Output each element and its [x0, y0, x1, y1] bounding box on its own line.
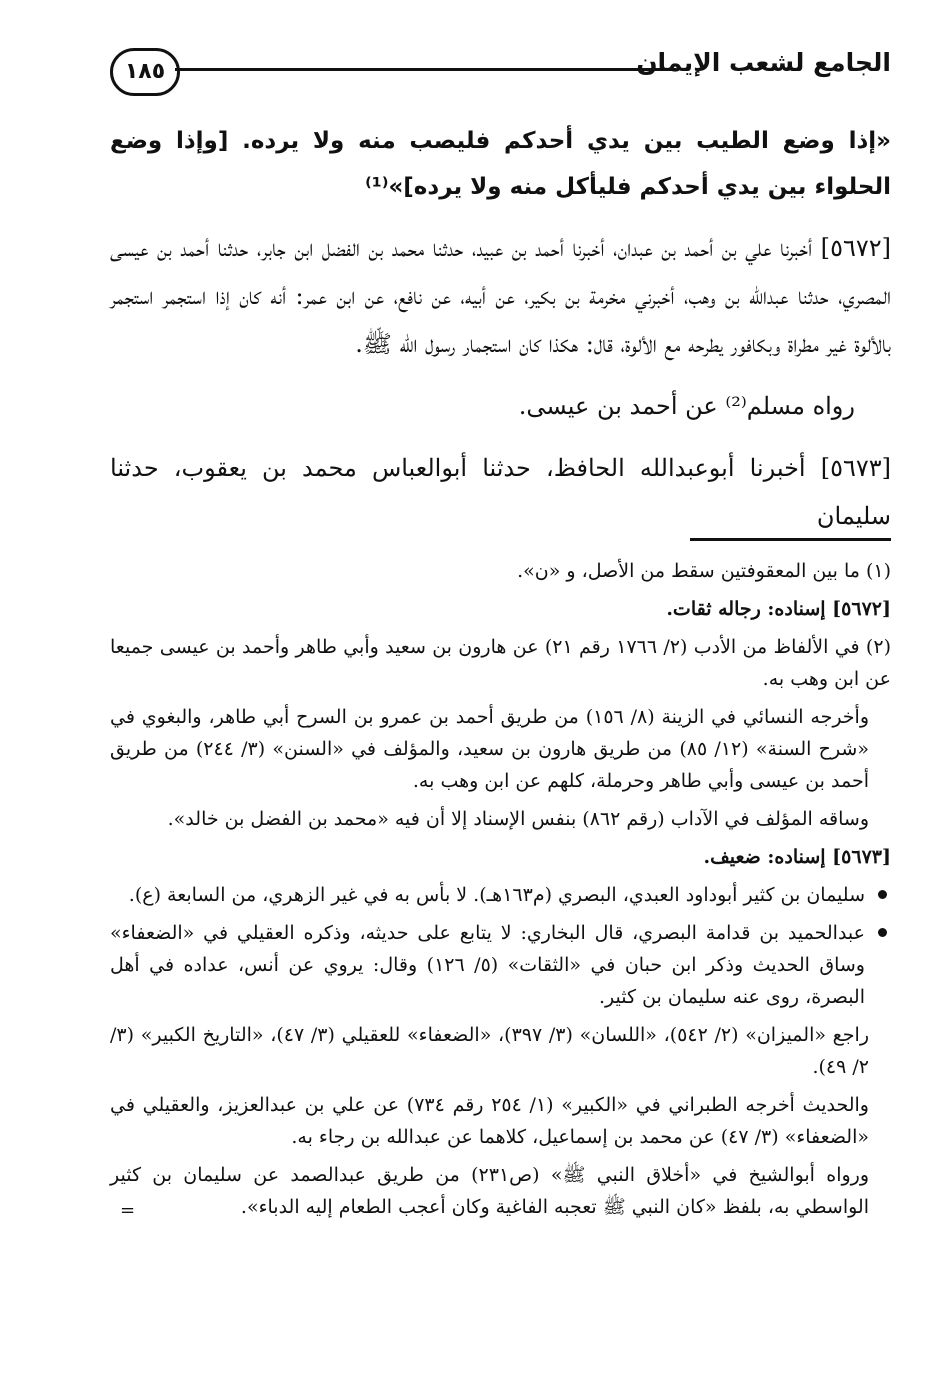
- page-number-badge: ١٨٥: [110, 48, 180, 96]
- footnote-tabarani: والحديث أخرجه الطبراني في «الكبير» (١/ ٢٥٤ رقم ٧٣٤) عن علي بن عبدالعزيز، والعقيلي في «الضعفاء» (٣/ ٤٧) عن محمد بن إسماعيل، كلاهما عن عبدالله بن رجاء به.: [110, 1094, 869, 1148]
- footnote-2-takhrij: وأخرجه النسائي في الزينة (٨/ ١٥٦) من طريق أحمد بن عمرو بن السرح أبي طاهر، والبغوي في «شرح السنة» (١٢/ ٨٥) من طريق هارون بن سعيد، والمؤلف في «السنن» (٣/ ٢٤٤) من طريق أحمد بن عيسى وأبي طاهر وحرملة، كلهم عن ابن وهب به.: [110, 706, 870, 792]
- footnote-isnad-5672: [٥٦٧٢] إسناده: رجاله ثقات.: [666, 598, 891, 620]
- bullet-dot-icon: [878, 890, 887, 899]
- main-text: [110, 118, 891, 554]
- hadith-5673: [٥٦٧٣] أخبرنا أبوعبدالله الحافظ، حدثنا أبوالعباس محمد بن يعقوب، حدثنا سليمان: [110, 454, 891, 530]
- running-header: [110, 40, 891, 110]
- footnote-references: راجع «الميزان» (٢/ ٥٤٢)، «اللسان» (٣/ ٣٩٧)، «الضعفاء» للعقيلي (٣/ ٤٧)، «التاريخ الكبير» (٣/ ٢/ ٤٩).: [110, 1024, 869, 1078]
- footnote-1: (١) ما بين المعقوفتين سقط من الأصل، و «ن».: [517, 560, 891, 582]
- footnote-2-adab: وساقه المؤلف في الآداب (رقم ٨٦٢) بنفس الإسناد إلا أن فيه «محمد بن الفضل بن خالد».: [167, 808, 869, 830]
- continuation-mark: =: [120, 1200, 136, 1221]
- header-rule: [175, 68, 676, 71]
- footnote-narrator-abdulhamid: [110, 917, 891, 1013]
- narration-note: رواه مسلم⁽²⁾ عن أحمد بن عيسى.: [518, 392, 855, 420]
- footnote-2: (٢) في الألفاظ من الأدب (٢/ ١٧٦٦ رقم ٢١) عن هارون بن سعيد وأبي طاهر وأحمد بن عيسى جميعا عن ابن وهب به.: [110, 636, 891, 690]
- hadith-quote: «إذا وضع الطيب بين يدي أحدكم فليصب منه ولا يرده. [وإذا وضع الحلواء بين يدي أحدكم فليأكل منه ولا يرده]»⁽¹⁾: [110, 128, 891, 200]
- footnotes: [110, 555, 891, 1229]
- footnote-divider: [690, 538, 891, 541]
- hadith-5672: [٥٦٧٢] أخبرنا علي بن أحمد بن عبدان، أخبرنا أحمد بن عبيد، حدثنا محمد بن الفضل ابن جابر، حدثنا أحمد بن عيسى المصري، حدثنا عبدالله بن وهب، أخبرني مخرمة بن بكير، عن أبيه، عن نافع، عن ابن عمر: أنه كان إذا استجمر استجمر بالألوة غير مطراة وبكافور يطرحه مع الألوة، قال: هكذا كان استجمار رسول الله ﷺ.: [110, 234, 891, 358]
- narrator-sulayman-text: سليمان بن كثير أبوداود العبدي، البصري (م١٦٣هـ). لا بأس به في غير الزهري، من السابعة (ع).: [128, 884, 865, 906]
- footnote-abushaykh: ورواه أبوالشيخ في «أخلاق النبي ﷺ» (ص٢٣١) من طريق عبدالصمد عن سليمان بن كثير الواسطي به، بلفظ «كان النبي ﷺ تعجبه الفاغية وكان أعجب الطعام إليه الدباء».: [110, 1164, 870, 1218]
- footnote-isnad-5673: [٥٦٧٣] إسناده: ضعيف.: [703, 846, 891, 868]
- bullet-dot-icon: [878, 928, 887, 937]
- book-title: الجامع لشعب الإيمان: [636, 48, 891, 77]
- footnote-narrator-sulayman: [110, 879, 891, 911]
- narrator-abdulhamid-text: عبدالحميد بن قدامة البصري، قال البخاري: لا يتابع على حديثه، وذكره العقيلي في «الضعفاء» وساق الحديث وذكر ابن حبان في «الثقات» (٥/ ١٢٦) وقال: يروي عن أنس، عداده في أهل البصرة، روى عنه سليمان بن كثير.: [110, 922, 865, 1008]
